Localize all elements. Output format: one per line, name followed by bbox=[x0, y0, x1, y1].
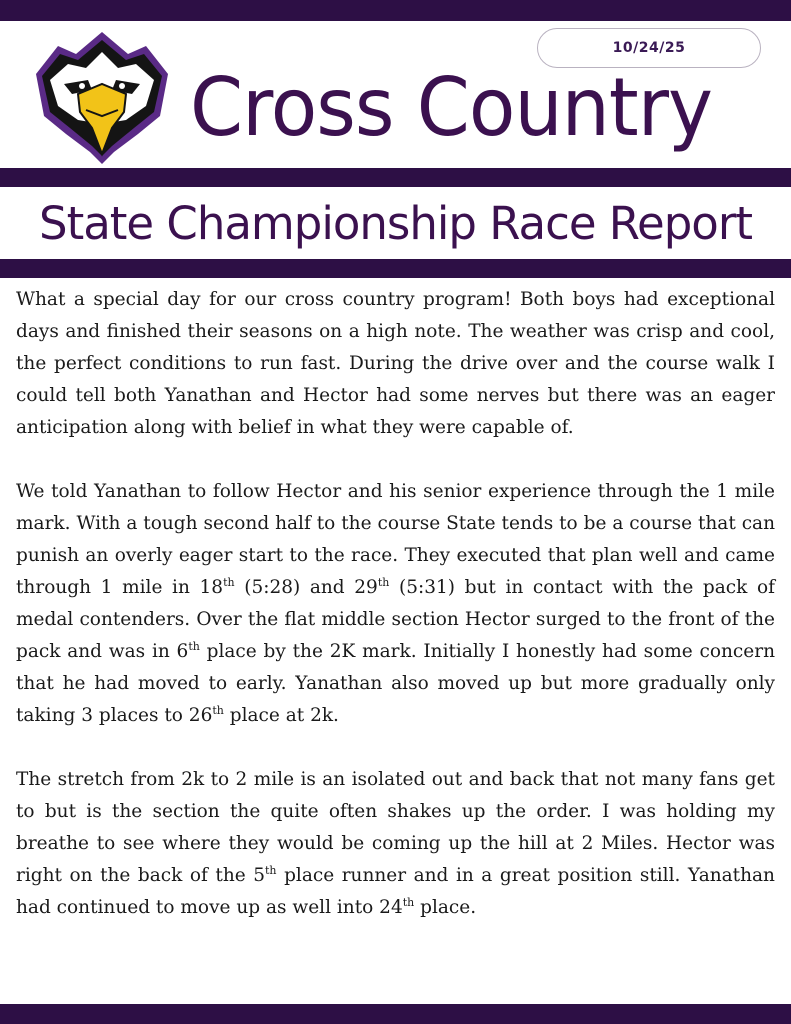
ordinal-suffix: th bbox=[265, 863, 277, 877]
ordinal-suffix: th bbox=[377, 575, 390, 589]
ordinal-suffix: th bbox=[402, 895, 415, 909]
report-paragraph-3 bbox=[16, 764, 775, 924]
paragraph-text-segment: place by the 2K mark. Initially I honestly had some concern that he had moved to early. Yanathan also moved up but more gradually only taking 3 places to 26 bbox=[16, 641, 775, 726]
paragraph-text-segment: place at 2k. bbox=[223, 705, 339, 726]
bottom-accent-bar bbox=[0, 1004, 791, 1024]
ordinal-suffix: th bbox=[223, 575, 235, 589]
ordinal-suffix: th bbox=[188, 639, 200, 653]
report-subtitle: State Championship Race Report bbox=[39, 197, 752, 250]
paragraph-text-segment: The stretch from 2k to 2 mile is an isolated out and back that not many fans get to but is the section the quite often shakes up the order. I was holding my breathe to see where they would be coming up the hill at 2 Miles. Hector was right on the back of the 5 bbox=[16, 769, 775, 886]
page-title: Cross Country bbox=[190, 61, 713, 154]
paragraph-text-segment: place runner and in a great position still. Yanathan had continued to move up as well into 24 bbox=[16, 865, 775, 918]
paragraph-text-segment: We told Yanathan to follow Hector and his senior experience through the 1 mile mark. With a tough second half to the course State tends to be a course that can punish an overly eager start to the race. They executed that plan well and came through 1 mile in 18 bbox=[16, 481, 775, 598]
paragraph-text-segment: (5:31) but in contact with the pack of medal contenders. Over the flat middle section Hector surged to the front of the pack and was in 6 bbox=[16, 577, 776, 662]
header-divider-bar bbox=[0, 168, 791, 187]
report-paragraph-1 bbox=[16, 284, 775, 444]
paragraph-text: What a special day for our cross country program! Both boys had exceptional days and finished their seasons on a high note. The weather was crisp and cool, the perfect conditions to run fast. During the drive over and the course walk I could tell both Yanathan and Hector had some nerves but there was an eager anticipation along with belief in what they were capable of. bbox=[16, 289, 775, 438]
date-text: 10/24/25 bbox=[612, 40, 686, 56]
eagle-mascot-icon bbox=[28, 24, 176, 166]
paragraph-text-segment: place. bbox=[414, 897, 477, 918]
paragraph-text-segment: (5:28) and 29 bbox=[234, 577, 378, 598]
subtitle-divider-bar bbox=[0, 259, 791, 278]
ordinal-suffix: th bbox=[212, 703, 224, 717]
top-accent-bar bbox=[0, 0, 791, 21]
report-paragraph-2 bbox=[16, 476, 775, 732]
report-body bbox=[16, 284, 775, 956]
